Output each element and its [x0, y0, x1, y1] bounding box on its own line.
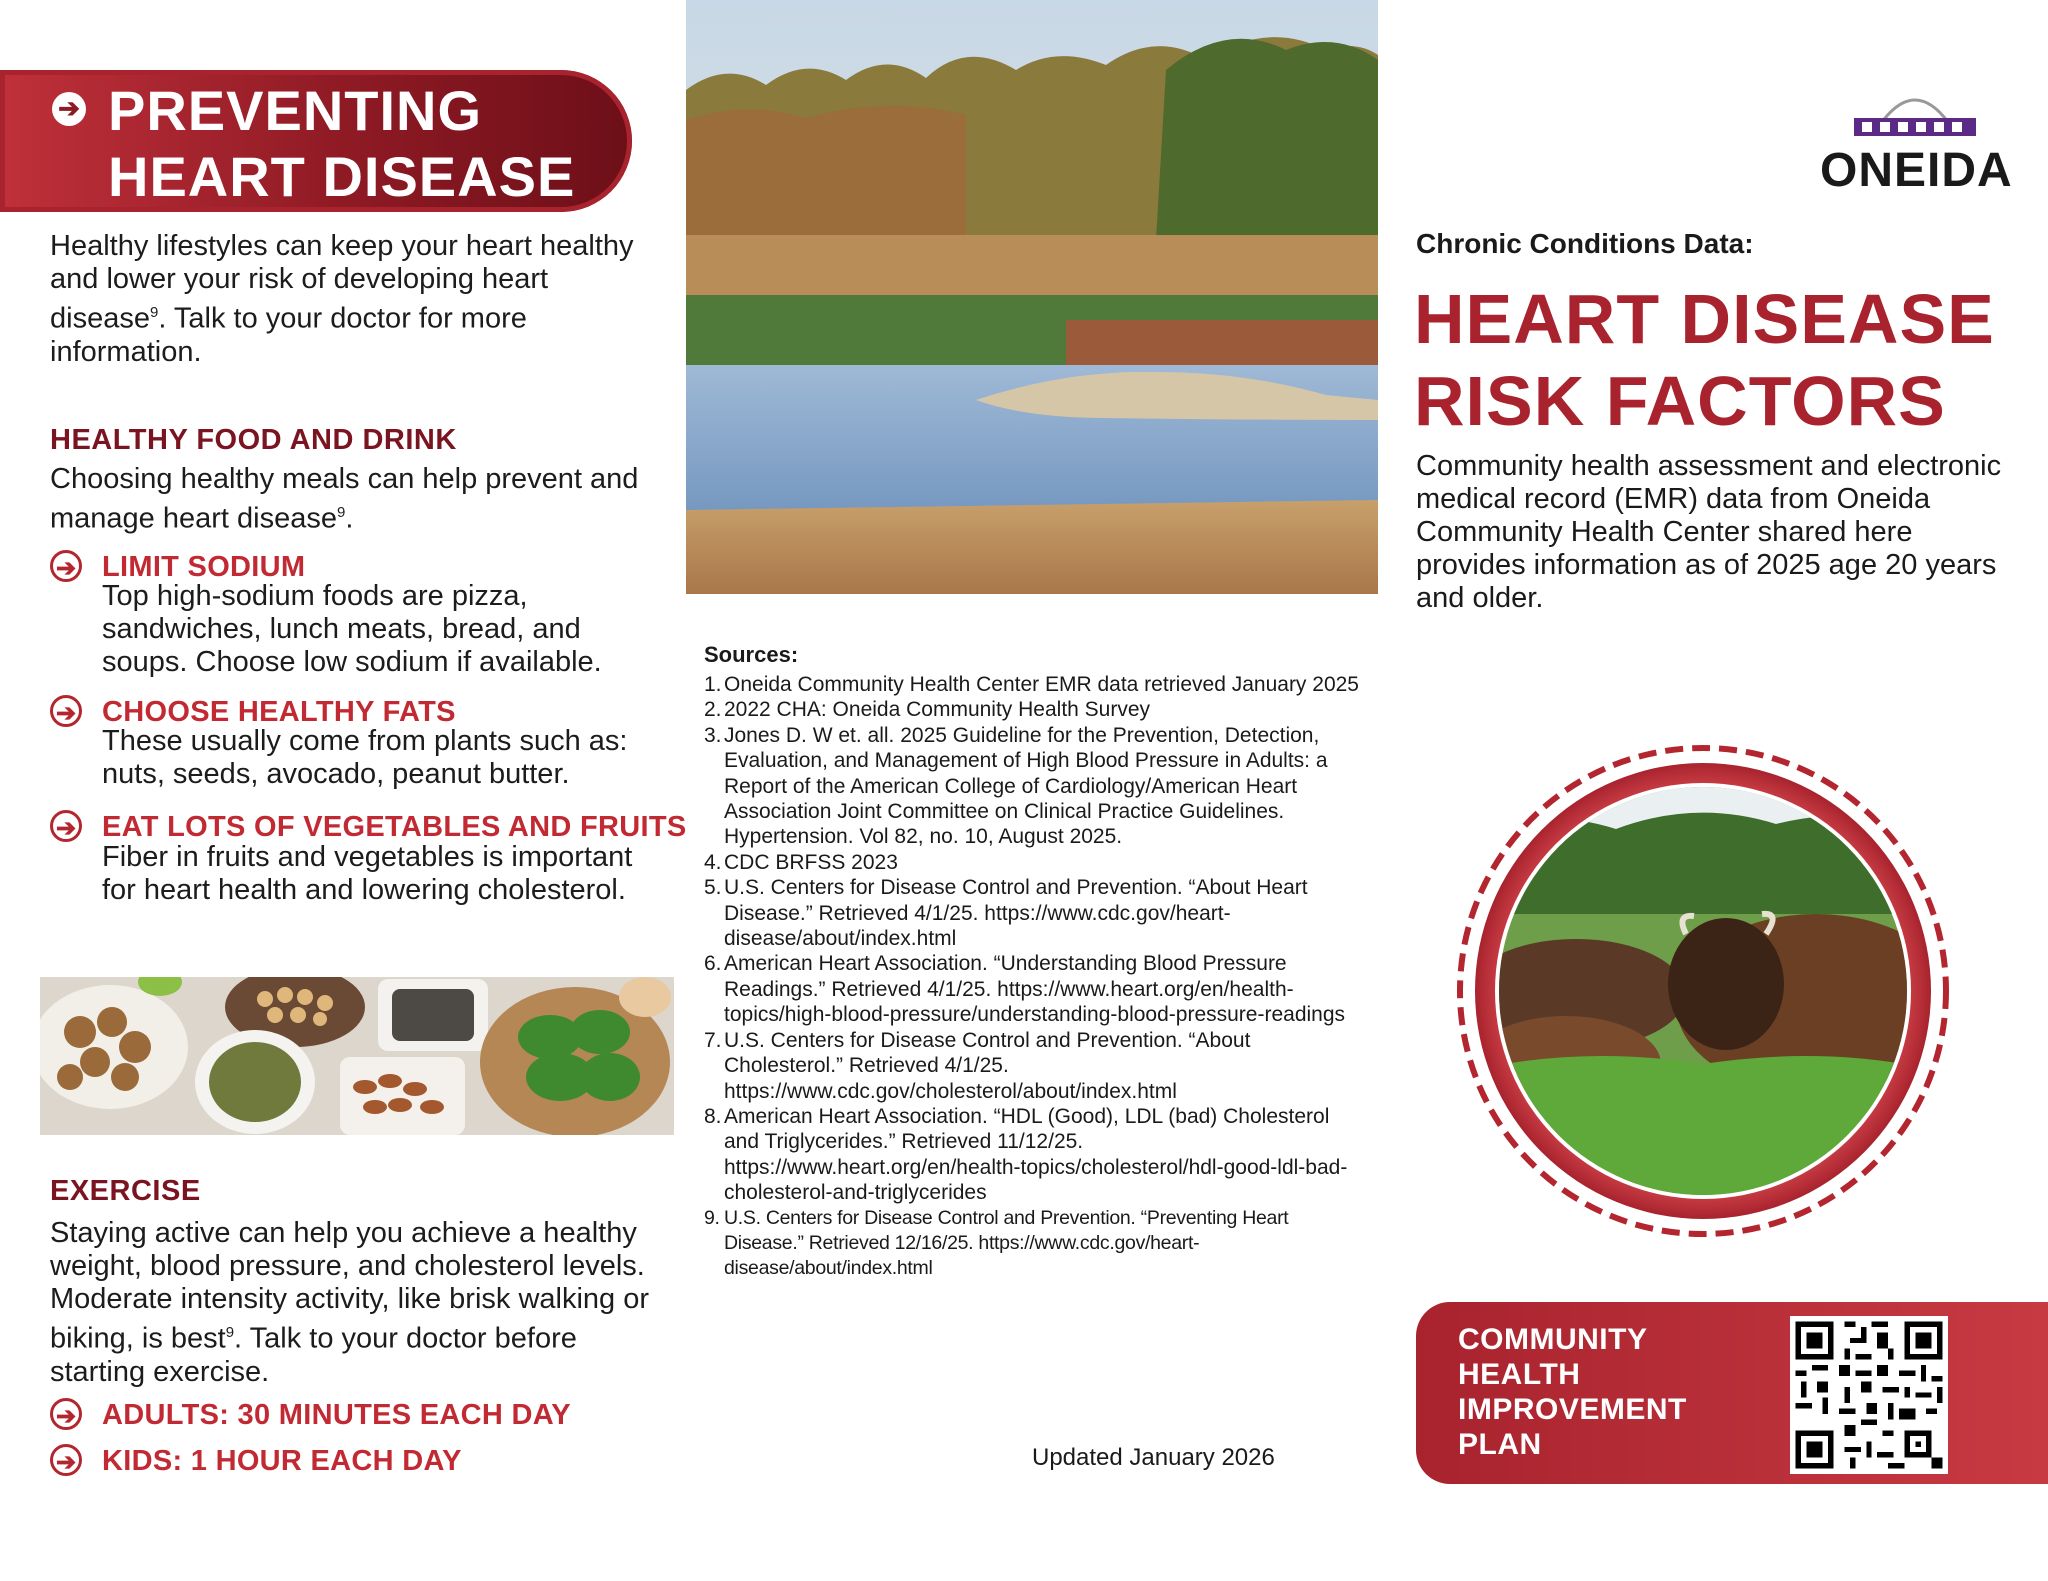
arrow-circle-right-icon: ➔ [50, 1444, 82, 1476]
chip-line: HEALTH [1458, 1358, 1581, 1391]
tip-text-sodium: Top high-sodium foods are pizza, sandwiches, lunch meats, bread, and soups. Choose low sodium if available. [102, 580, 602, 678]
source-text: Oneida Community Health Center EMR data retrieved January 2025 [724, 673, 1359, 696]
source-item [704, 1206, 1364, 1282]
exercise-text-tail: . Talk to your doctor before starting exercise. [50, 1322, 577, 1388]
wetland-landscape-photo [686, 0, 1378, 594]
intro-text: Healthy lifestyles can keep your heart healthy and lower your risk of developing heart disease [50, 230, 634, 335]
source-text: Jones D. W et. all. 2025 Guideline for the Prevention, Detection, Evaluation, and Management of High Blood Pressure in Adults: a Report of the American College of Cardiology/American Heart Association Joint Committee on Clinical Practice Guidelines. Hypertension. Vol 82, no. 10, August 2025. [724, 723, 1328, 849]
source-number: 6. [704, 952, 722, 976]
sources-heading: Sources: [704, 642, 799, 667]
arrow-circle-right-icon: ➔ [52, 92, 86, 126]
food-intro-tail: . [345, 502, 354, 535]
chip-label [1458, 1322, 1708, 1462]
intro-paragraph [50, 230, 650, 369]
food-intro-footnote: 9 [336, 504, 346, 521]
source-number: 7. [704, 1028, 722, 1052]
source-item [704, 951, 1364, 1027]
data-description: Community health assessment and electronic medical record (EMR) data from Oneida Community Health Center shared here provides information as of 2025 age 20 years and older. [1416, 450, 2002, 614]
source-number: 3. [704, 723, 722, 747]
source-item [704, 875, 1364, 951]
source-number: 2. [704, 698, 722, 722]
healthy-food-heading: HEALTHY FOOD AND DRINK [50, 424, 457, 456]
tip-title-sodium: LIMIT SODIUM [102, 551, 306, 583]
exercise-paragraph [50, 1217, 670, 1389]
chip-line: PLAN [1458, 1428, 1542, 1461]
source-item [704, 1104, 1364, 1206]
page-title-line-1: PREVENTING [108, 79, 483, 142]
source-item [704, 1028, 1364, 1104]
goal-kids: KIDS: 1 HOUR EACH DAY [102, 1445, 462, 1477]
source-number: 5. [704, 876, 722, 900]
risk-factors-title-line-2: RISK FACTORS [1414, 362, 1946, 440]
sources-list [704, 672, 1364, 1282]
source-item [704, 723, 1364, 850]
healthy-food-photo [40, 977, 674, 1135]
food-intro-text: Choosing healthy meals can help prevent and manage heart disease [50, 463, 639, 535]
source-text: U.S. Centers for Disease Control and Prevention. “Preventing Heart Disease.” Retrieved 12/16/25. https://www.cdc.gov/heart-disease/about/index.html [724, 1206, 1289, 1280]
page-title [108, 78, 608, 210]
arrow-circle-right-icon: ➔ [50, 810, 82, 842]
source-text: 2022 CHA: Oneida Community Health Survey [724, 698, 1151, 722]
food-intro [50, 463, 650, 536]
source-number: 4. [704, 850, 722, 874]
source-number: 1. [704, 673, 722, 696]
exercise-text: Staying active can help you achieve a healthy weight, blood pressure, and cholesterol levels. Moderate intensity activity, like brisk walking or biking, is best [50, 1217, 650, 1355]
source-item [704, 697, 1364, 722]
source-text: U.S. Centers for Disease Control and Prevention. “About Heart Disease.” Retrieved 4/1/25. https://www.cdc.gov/heart-disease/about/index.html [724, 876, 1308, 951]
arrow-circle-right-icon: ➔ [50, 550, 82, 582]
tip-title-vegetables: EAT LOTS OF VEGETABLES AND FRUITS [102, 811, 687, 843]
source-text: U.S. Centers for Disease Control and Prevention. “About Cholesterol.” Retrieved 4/1/25. https://www.cdc.gov/cholesterol/about/index.html [724, 1028, 1251, 1103]
chip-line: IMPROVEMENT [1458, 1393, 1687, 1426]
oneida-logo-text: ONEIDA [1820, 144, 2013, 197]
source-text: American Heart Association. “Understanding Blood Pressure Readings.” Retrieved 4/1/25. https://www.heart.org/en/health-topics/high-blood-pressure/understanding-blood-pressure-readings [724, 952, 1346, 1027]
source-item [704, 850, 1364, 875]
intro-text-tail: . Talk to your doctor for more information. [50, 302, 527, 368]
source-number: 8. [704, 1104, 722, 1128]
tip-text-fats: These usually come from plants such as: nuts, seeds, avocado, peanut butter. [102, 725, 628, 790]
source-text: CDC BRFSS 2023 [724, 850, 898, 874]
chip-line: COMMUNITY [1458, 1323, 1648, 1356]
tip-text-vegetables: Fiber in fruits and vegetables is important for heart health and lowering cholesterol. [102, 841, 633, 906]
risk-factors-title-line-1: HEART DISEASE [1414, 280, 1995, 358]
chronic-conditions-label: Chronic Conditions Data: [1416, 228, 1754, 259]
arrow-circle-right-icon: ➔ [50, 1398, 82, 1430]
exercise-heading: EXERCISE [50, 1175, 201, 1207]
bison-photo [1456, 744, 1950, 1238]
goal-adults: ADULTS: 30 MINUTES EACH DAY [102, 1399, 571, 1431]
exercise-footnote: 9 [225, 1324, 235, 1341]
risk-factors-title [1414, 278, 2034, 442]
qr-code[interactable] [1790, 1316, 1948, 1474]
source-item [704, 672, 1364, 697]
source-text: American Heart Association. “HDL (Good), LDL (bad) Cholesterol and Triglycerides.” Retrieved 11/12/25. https://www.heart.org/en/health-topics/cholesterol/hdl-good-ldl-bad-cholesterol-and-triglycerides [724, 1104, 1348, 1205]
updated-date: Updated January 2026 [1032, 1444, 1275, 1471]
source-number: 9. [704, 1206, 720, 1229]
page-title-line-2: HEART DISEASE [108, 145, 576, 208]
arrow-circle-right-icon: ➔ [50, 695, 82, 727]
tip-title-fats: CHOOSE HEALTHY FATS [102, 696, 456, 728]
oneida-logo [1852, 84, 1978, 148]
intro-footnote: 9 [149, 304, 159, 321]
